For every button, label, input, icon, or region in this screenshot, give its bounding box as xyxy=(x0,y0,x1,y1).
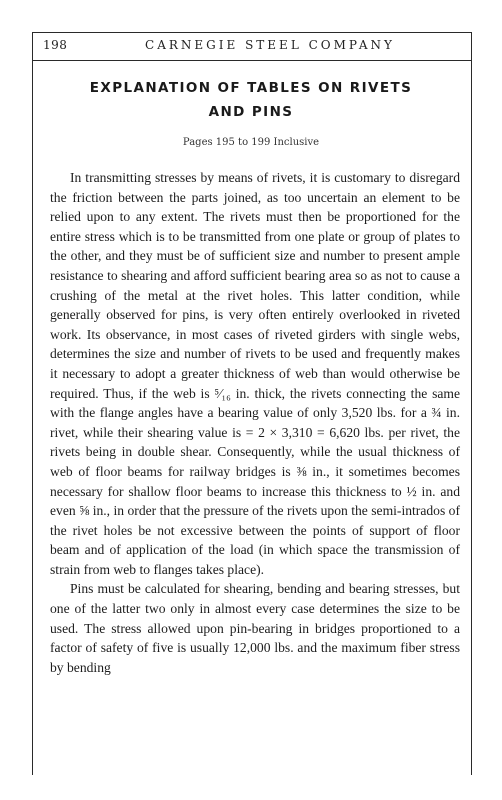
paragraph-2: Pins must be calculated for shearing, bending and bearing stresses, but one of the latter two only in almost every case determines the size to be used. The stress allowed upon pin-bearing in bridges proportioned to a factor of safety of five is usually 12,000 lbs. and the maximum fiber stress by bending xyxy=(50,581,460,675)
page-number: 198 xyxy=(43,38,68,52)
paragraph-1: In transmitting stresses by means of rivets, it is customary to disregard the friction between the parts joined, as too uncertain an element to be relied upon to any extent. The rivets must then be proportioned for the entire stress which is to be transmitted from one plate or group of plates to the other, and they must be of sufficient size and number to present ample resistance to shearing and afford sufficient bearing area so as not to cause a crushing of the metal at the rivet holes. This latter condition, while generally observed for pins, is very often entirely overlooked in riveted work. Its observance, in most cases of riveted girders with single webs, determines the size and number of rivets to be used and frequently makes it necessary to adopt a greater thickness of web than would otherwise be required. Thus, if the web is ⁵⁄₁₆ in. thick, the rivets connecting the same with the flange angles have a bearing value of only 3,520 lbs. for a ¾ in. rivet, while their shearing value is = 2 × 3,310 = 6,620 lbs. per rivet, the rivets being in double shear. Consequently, while the usual thickness of web of floor beams for railway bridges is ⅜ in., it sometimes becomes necessary for shallow floor beams to increase this thickness to ½ in. and even ⅝ in., in order that the pressure of the rivets upon the semi-intrados of the rivet holes be not excessive between the points of support of floor beam and of application of the load (in which space the transmission of strain from web to flanges takes place). xyxy=(50,170,460,577)
page-range-subtitle: Pages 195 to 199 Inclusive xyxy=(182,137,320,148)
body-text xyxy=(50,168,460,677)
section-title-line-2: AND PINS xyxy=(208,104,294,120)
running-head: CARNEGIE STEEL COMPANY xyxy=(145,38,395,52)
section-title-line-1: EXPLANATION OF TABLES ON RIVETS xyxy=(89,80,413,96)
header-rule xyxy=(32,60,472,61)
